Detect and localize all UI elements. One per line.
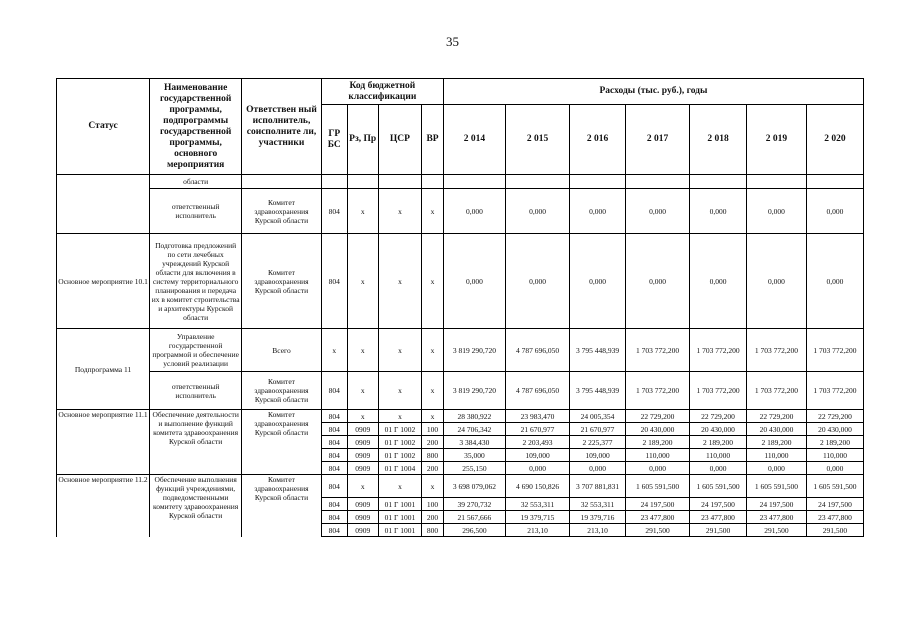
code-cell: 804 bbox=[321, 498, 347, 511]
value-cell: 2 203,493 bbox=[505, 436, 569, 449]
value-cell: 1 605 591,500 bbox=[690, 475, 747, 498]
value-cell: 0,000 bbox=[746, 189, 806, 234]
value-cell: 22 729,200 bbox=[806, 410, 863, 423]
value-cell: 1 605 591,500 bbox=[625, 475, 689, 498]
value-cell: 1 703 772,200 bbox=[746, 372, 806, 410]
code-cell: 804 bbox=[321, 436, 347, 449]
code-cell: x bbox=[422, 329, 444, 372]
value-cell: 22 729,200 bbox=[625, 410, 689, 423]
value-cell: 255,150 bbox=[443, 462, 505, 475]
code-cell: x bbox=[378, 410, 421, 423]
code-cell: 100 bbox=[422, 423, 444, 436]
header-row bbox=[57, 79, 864, 105]
value-cell: 24 197,500 bbox=[690, 498, 747, 511]
value-cell: 0,000 bbox=[570, 462, 626, 475]
code-cell: 804 bbox=[321, 410, 347, 423]
code-cell: x bbox=[378, 234, 421, 329]
name-cell: ответственный исполнитель bbox=[150, 372, 242, 410]
header-status: Статус bbox=[57, 79, 150, 175]
value-cell: 291,500 bbox=[690, 524, 747, 537]
value-cell: 23 477,800 bbox=[625, 511, 689, 524]
code-cell: 0909 bbox=[347, 449, 378, 462]
value-cell: 4 787 696,050 bbox=[505, 372, 569, 410]
status-cell: Основное мероприятие 11.1 bbox=[57, 410, 150, 462]
value-cell: 1 605 591,500 bbox=[806, 475, 863, 498]
code-cell: x bbox=[422, 475, 444, 498]
value-cell: 19 379,715 bbox=[505, 511, 569, 524]
code-cell: 0909 bbox=[347, 524, 378, 537]
code-cell: 804 bbox=[321, 524, 347, 537]
code-cell: x bbox=[347, 189, 378, 234]
value-cell: 21 670,977 bbox=[505, 423, 569, 436]
value-cell: 0,000 bbox=[690, 462, 747, 475]
value-cell: 23 983,470 bbox=[505, 410, 569, 423]
code-cell: 804 bbox=[321, 234, 347, 329]
code-cell: 804 bbox=[321, 423, 347, 436]
value-cell: 20 430,000 bbox=[746, 423, 806, 436]
value-cell: 4 787 696,050 bbox=[505, 329, 569, 372]
header-vr: ВР bbox=[422, 105, 444, 175]
table-row bbox=[57, 329, 864, 372]
code-cell: 200 bbox=[422, 511, 444, 524]
code-cell: x bbox=[321, 329, 347, 372]
value-cell: 4 690 150,826 bbox=[505, 475, 569, 498]
name-cell: ответственный исполнитель bbox=[150, 189, 242, 234]
code-cell: x bbox=[422, 372, 444, 410]
code-cell: x bbox=[347, 475, 378, 498]
value-cell: 1 703 772,200 bbox=[625, 329, 689, 372]
code-cell: x bbox=[347, 372, 378, 410]
header-grbs: ГР БС bbox=[321, 105, 347, 175]
value-cell: 0,000 bbox=[505, 462, 569, 475]
code-cell: x bbox=[378, 475, 421, 498]
value-cell: 109,000 bbox=[570, 449, 626, 462]
value-cell: 3 795 448,939 bbox=[570, 372, 626, 410]
name-cell: Обеспечение деятельности и выполнение функций комитета здравоохранения Курской области bbox=[150, 410, 242, 462]
code-cell: x bbox=[378, 372, 421, 410]
name-cell: Подготовка предложений по сети лечебных учреждений Курской области для включения в систему территориального планирования и передача их в комитет строительства и архитектуры Курской области bbox=[150, 234, 242, 329]
value-cell: 109,000 bbox=[505, 449, 569, 462]
value-cell: 23 477,800 bbox=[806, 511, 863, 524]
status-cell: Основное мероприятие 10.1 bbox=[57, 234, 150, 329]
value-cell: 22 729,200 bbox=[746, 410, 806, 423]
value-cell: 3 707 881,831 bbox=[570, 475, 626, 498]
code-cell: 100 bbox=[422, 498, 444, 511]
code-cell: 0909 bbox=[347, 511, 378, 524]
code-cell: x bbox=[422, 234, 444, 329]
code-cell: 200 bbox=[422, 462, 444, 475]
value-cell: 1 703 772,200 bbox=[806, 329, 863, 372]
value-cell: 23 477,800 bbox=[690, 511, 747, 524]
header-year: 2 015 bbox=[505, 105, 569, 175]
code-cell: x bbox=[422, 410, 444, 423]
value-cell: 0,000 bbox=[505, 189, 569, 234]
value-cell: 213,10 bbox=[505, 524, 569, 537]
value-cell: 24 197,500 bbox=[746, 498, 806, 511]
table-row bbox=[57, 462, 864, 475]
value-cell: 23 477,800 bbox=[746, 511, 806, 524]
value-cell: 110,000 bbox=[625, 449, 689, 462]
value-cell: 3 819 290,720 bbox=[443, 329, 505, 372]
value-cell: 0,000 bbox=[443, 234, 505, 329]
value-cell: 1 703 772,200 bbox=[690, 372, 747, 410]
header-year: 2 020 bbox=[806, 105, 863, 175]
header-budget-code: Код бюджетной классификации bbox=[321, 79, 443, 105]
status-cell: Подпрограмма 11 bbox=[57, 329, 150, 410]
code-cell: x bbox=[378, 189, 421, 234]
header-year: 2 016 bbox=[570, 105, 626, 175]
executor-cell: Комитет здравоохранения Курской области bbox=[242, 189, 322, 234]
value-cell: 2 189,200 bbox=[806, 436, 863, 449]
header-expenses: Расходы (тыс. руб.), годы bbox=[443, 79, 863, 105]
value-cell: 32 553,311 bbox=[505, 498, 569, 511]
code-cell: 800 bbox=[422, 524, 444, 537]
code-cell: 200 bbox=[422, 436, 444, 449]
executor-cell: Всего bbox=[242, 329, 322, 372]
value-cell: 2 189,200 bbox=[746, 436, 806, 449]
value-cell: 1 703 772,200 bbox=[746, 329, 806, 372]
value-cell: 1 703 772,200 bbox=[806, 372, 863, 410]
value-cell: 21 567,666 bbox=[443, 511, 505, 524]
header-rzpr: Рз, Пр bbox=[347, 105, 378, 175]
code-cell: x bbox=[347, 410, 378, 423]
code-cell: 01 Г 1002 bbox=[378, 449, 421, 462]
header-year: 2 019 bbox=[746, 105, 806, 175]
value-cell: 20 430,000 bbox=[806, 423, 863, 436]
value-cell: 35,000 bbox=[443, 449, 505, 462]
value-cell: 0,000 bbox=[625, 234, 689, 329]
value-cell: 3 384,430 bbox=[443, 436, 505, 449]
page-number: 35 bbox=[446, 34, 459, 49]
value-cell: 0,000 bbox=[690, 234, 747, 329]
status-cell: Основное мероприятие 11.2 bbox=[57, 475, 150, 537]
code-cell: 804 bbox=[321, 449, 347, 462]
value-cell: 24 005,354 bbox=[570, 410, 626, 423]
value-cell: 21 670,977 bbox=[570, 423, 626, 436]
value-cell: 0,000 bbox=[806, 189, 863, 234]
code-cell: 804 bbox=[321, 372, 347, 410]
value-cell: 19 379,716 bbox=[570, 511, 626, 524]
value-cell: 0,000 bbox=[746, 234, 806, 329]
value-cell: 2 189,200 bbox=[625, 436, 689, 449]
value-cell: 0,000 bbox=[625, 189, 689, 234]
table-row bbox=[57, 372, 864, 410]
value-cell: 291,500 bbox=[746, 524, 806, 537]
code-cell: 01 Г 1001 bbox=[378, 498, 421, 511]
code-cell: x bbox=[378, 329, 421, 372]
value-cell: 3 795 448,939 bbox=[570, 329, 626, 372]
code-cell: x bbox=[347, 234, 378, 329]
table-row bbox=[57, 234, 864, 329]
value-cell: 0,000 bbox=[625, 462, 689, 475]
value-cell: 0,000 bbox=[570, 234, 626, 329]
value-cell: 0,000 bbox=[690, 189, 747, 234]
code-cell: 01 Г 1001 bbox=[378, 524, 421, 537]
value-cell: 20 430,000 bbox=[625, 423, 689, 436]
value-cell: 291,500 bbox=[625, 524, 689, 537]
executor-cell: Комитет здравоохранения Курской области bbox=[242, 410, 322, 462]
value-cell: 110,000 bbox=[690, 449, 747, 462]
value-cell: 0,000 bbox=[570, 189, 626, 234]
code-cell: 804 bbox=[321, 462, 347, 475]
value-cell: 39 270,732 bbox=[443, 498, 505, 511]
name-cell: Управление государственной программой и обеспечение условий реализации bbox=[150, 329, 242, 372]
value-cell: 0,000 bbox=[505, 234, 569, 329]
value-cell: 291,500 bbox=[806, 524, 863, 537]
value-cell: 110,000 bbox=[806, 449, 863, 462]
code-cell: x bbox=[347, 329, 378, 372]
table-row bbox=[57, 410, 864, 423]
executor-cell: Комитет здравоохранения Курской области bbox=[242, 234, 322, 329]
code-cell: 804 bbox=[321, 511, 347, 524]
table-row bbox=[57, 189, 864, 234]
name-cell: области bbox=[150, 175, 242, 189]
name-cell: Обеспечение выполнения функций учреждениями, подведомственными комитету здравоохранения Курской области bbox=[150, 475, 242, 537]
status-cell bbox=[57, 175, 150, 234]
table-row bbox=[57, 175, 864, 189]
header-year: 2 014 bbox=[443, 105, 505, 175]
value-cell: 28 380,922 bbox=[443, 410, 505, 423]
executor-cell: Комитет здравоохранения Курской области bbox=[242, 475, 322, 537]
executor-cell: Комитет здравоохранения Курской области bbox=[242, 372, 322, 410]
code-cell: 0909 bbox=[347, 498, 378, 511]
value-cell: 24 197,500 bbox=[625, 498, 689, 511]
value-cell: 20 430,000 bbox=[690, 423, 747, 436]
header-year: 2 017 bbox=[625, 105, 689, 175]
value-cell: 296,500 bbox=[443, 524, 505, 537]
value-cell: 1 703 772,200 bbox=[625, 372, 689, 410]
value-cell: 24 197,500 bbox=[806, 498, 863, 511]
code-cell: 01 Г 1002 bbox=[378, 423, 421, 436]
header-year: 2 018 bbox=[690, 105, 747, 175]
value-cell: 1 605 591,500 bbox=[746, 475, 806, 498]
value-cell: 3 698 079,062 bbox=[443, 475, 505, 498]
code-cell: 01 Г 1001 bbox=[378, 511, 421, 524]
table-row bbox=[57, 475, 864, 498]
code-cell: 0909 bbox=[347, 423, 378, 436]
code-cell: 01 Г 1002 bbox=[378, 436, 421, 449]
value-cell: 1 703 772,200 bbox=[690, 329, 747, 372]
header-name: Наименование государственной программы, подпрограммы государственной программы, основного мероприятия bbox=[150, 79, 242, 175]
value-cell: 22 729,200 bbox=[690, 410, 747, 423]
value-cell: 32 553,311 bbox=[570, 498, 626, 511]
budget-table bbox=[56, 78, 864, 537]
header-executor: Ответствен ный исполнитель, соисполните ли, участники bbox=[242, 79, 322, 175]
code-cell: x bbox=[422, 189, 444, 234]
value-cell: 2 189,200 bbox=[690, 436, 747, 449]
value-cell: 0,000 bbox=[806, 462, 863, 475]
value-cell: 213,10 bbox=[570, 524, 626, 537]
code-cell: 800 bbox=[422, 449, 444, 462]
code-cell: 0909 bbox=[347, 462, 378, 475]
value-cell: 0,000 bbox=[746, 462, 806, 475]
value-cell: 0,000 bbox=[806, 234, 863, 329]
value-cell: 24 706,342 bbox=[443, 423, 505, 436]
value-cell: 3 819 290,720 bbox=[443, 372, 505, 410]
header-csr: ЦСР bbox=[378, 105, 421, 175]
value-cell: 2 225,377 bbox=[570, 436, 626, 449]
value-cell: 110,000 bbox=[746, 449, 806, 462]
code-cell: 01 Г 1004 bbox=[378, 462, 421, 475]
code-cell: 804 bbox=[321, 189, 347, 234]
code-cell: 804 bbox=[321, 475, 347, 498]
code-cell: 0909 bbox=[347, 436, 378, 449]
value-cell: 0,000 bbox=[443, 189, 505, 234]
